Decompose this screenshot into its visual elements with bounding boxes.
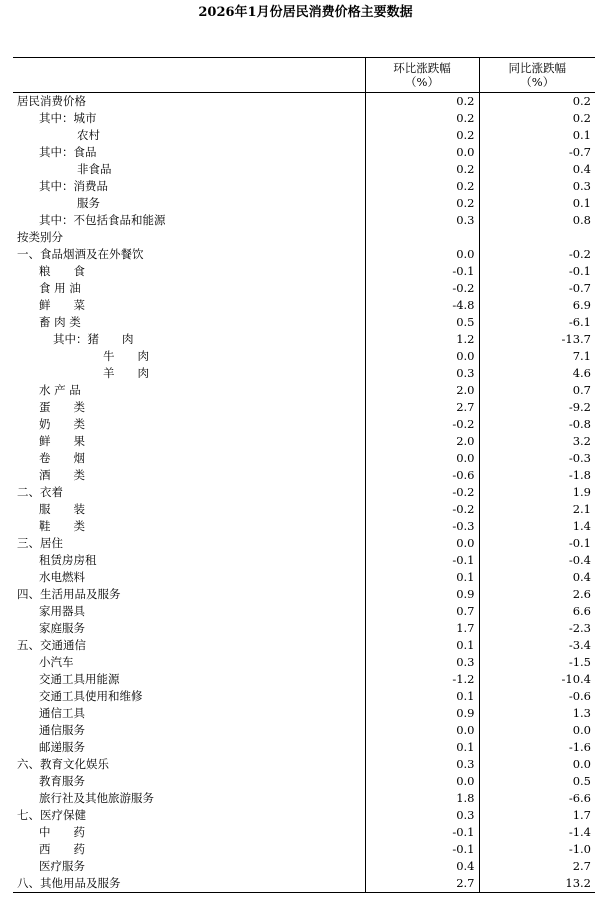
table-row [13,93,595,111]
row-label: 中 药 [39,825,85,839]
row-mom-value: 0.9 [365,586,479,603]
row-yoy-value: 0.2 [479,93,595,111]
row-yoy-value: -0.7 [479,280,595,297]
row-mom-value [365,229,479,246]
row-yoy-value: -1.4 [479,824,595,841]
row-label: 其中：猪 肉 [53,332,134,346]
row-label: 租赁房房租 [39,553,97,567]
row-yoy-value: 6.6 [479,603,595,620]
row-mom-value: -1.2 [365,671,479,688]
table-row [13,297,595,314]
table-row [13,671,595,688]
table-row [13,875,595,893]
row-mom-value: -0.2 [365,416,479,433]
row-yoy-value: -1.5 [479,654,595,671]
row-label: 其中：食品 [39,145,97,159]
row-mom-value: 0.5 [365,314,479,331]
row-mom-value: 1.8 [365,790,479,807]
row-label: 羊 肉 [103,366,149,380]
row-mom-value: 0.1 [365,637,479,654]
table-row [13,637,595,654]
table-row [13,433,595,450]
header-mom [365,58,479,93]
row-label: 居民消费价格 [17,94,86,108]
table-row [13,195,595,212]
row-yoy-value: -0.7 [479,144,595,161]
row-yoy-value: 0.3 [479,178,595,195]
table-row [13,705,595,722]
row-yoy-value: 4.6 [479,365,595,382]
row-mom-value: 0.3 [365,756,479,773]
row-mom-value: -0.2 [365,501,479,518]
row-label: 西 药 [39,842,85,856]
row-yoy-value: 1.4 [479,518,595,535]
table-row [13,314,595,331]
row-yoy-value: 2.7 [479,858,595,875]
row-yoy-value: 0.0 [479,722,595,739]
row-label: 邮递服务 [39,740,85,754]
row-mom-value: 0.0 [365,450,479,467]
row-yoy-value: -2.3 [479,620,595,637]
row-label: 通信工具 [39,706,85,720]
header-mom-label: 环比涨跌幅 [393,61,451,75]
row-mom-value: 0.0 [365,722,479,739]
table-row [13,280,595,297]
row-label: 二、衣着 [17,485,63,499]
row-mom-value: 0.1 [365,739,479,756]
row-yoy-value: -9.2 [479,399,595,416]
row-yoy-value: 0.4 [479,161,595,178]
row-label: 畜 肉 类 [39,315,81,329]
row-mom-value: -0.1 [365,263,479,280]
header-item [13,58,365,93]
row-mom-value: 2.0 [365,433,479,450]
table-row [13,739,595,756]
table-row [13,773,595,790]
row-mom-value: 0.2 [365,110,479,127]
row-label: 旅行社及其他旅游服务 [39,791,154,805]
row-mom-value: 0.2 [365,93,479,111]
row-mom-value: -0.6 [365,467,479,484]
table-row [13,212,595,229]
row-label: 八、其他用品及服务 [13,875,365,893]
row-yoy-value: 2.6 [479,586,595,603]
row-label: 六、教育文化娱乐 [17,757,109,771]
row-mom-value: -0.1 [365,824,479,841]
row-yoy-value: 13.2 [479,875,595,893]
row-yoy-value: -0.1 [479,535,595,552]
table-row [13,467,595,484]
row-label: 其中：消费品 [39,179,108,193]
table-row [13,858,595,875]
row-mom-value: 0.2 [365,195,479,212]
table-header-row [13,58,595,93]
row-label: 酒 类 [39,468,85,482]
row-yoy-value: 3.2 [479,433,595,450]
table-row [13,348,595,365]
row-label: 五、交通通信 [17,638,86,652]
table-row [13,365,595,382]
row-label: 医疗服务 [39,859,85,873]
header-yoy-label: 同比涨跌幅 [508,61,566,75]
table-body [13,93,595,893]
row-yoy-value: 0.1 [479,195,595,212]
row-mom-value: 2.0 [365,382,479,399]
table-row [13,569,595,586]
row-mom-value: -0.1 [365,841,479,858]
table-row [13,161,595,178]
row-mom-value: 0.2 [365,178,479,195]
table-row [13,841,595,858]
row-mom-value: 0.0 [365,348,479,365]
row-label: 三、居住 [17,536,63,550]
row-label: 鞋 类 [39,519,85,533]
row-yoy-value: -0.2 [479,246,595,263]
table-row [13,110,595,127]
row-label: 其中：不包括食品和能源 [39,213,166,227]
row-yoy-value: -1.0 [479,841,595,858]
table-row [13,824,595,841]
table-row [13,484,595,501]
row-mom-value: 0.2 [365,127,479,144]
page-title: 2026年1月份居民消费价格主要数据 [198,5,413,20]
row-yoy-value: -0.8 [479,416,595,433]
row-label: 农村 [77,128,100,142]
table-row [13,603,595,620]
header-yoy-unit: （%） [520,75,555,89]
row-mom-value: -0.1 [365,552,479,569]
row-yoy-value [479,229,595,246]
table-row [13,178,595,195]
row-mom-value: 2.7 [365,875,479,893]
row-mom-value: -0.2 [365,484,479,501]
row-mom-value: 0.4 [365,858,479,875]
header-mom-unit: （%） [405,75,439,89]
table-row [13,807,595,824]
row-mom-value: 0.3 [365,212,479,229]
row-label: 交通工具用能源 [39,672,120,686]
row-label: 通信服务 [39,723,85,737]
row-label: 一、食品烟酒及在外餐饮 [17,247,144,261]
row-yoy-value: 0.7 [479,382,595,399]
row-label: 水电燃料 [39,570,85,584]
row-yoy-value: 6.9 [479,297,595,314]
table-row [13,688,595,705]
row-yoy-value: 0.2 [479,110,595,127]
row-yoy-value: -1.8 [479,467,595,484]
row-label: 其中：城市 [39,111,97,125]
row-mom-value: 0.9 [365,705,479,722]
row-mom-value: 0.0 [365,773,479,790]
row-mom-value: 1.7 [365,620,479,637]
row-label: 食 用 油 [39,281,81,295]
table-row [13,586,595,603]
table-row [13,263,595,280]
row-yoy-value: -0.1 [479,263,595,280]
row-label: 牛 肉 [103,349,149,363]
row-yoy-value: -10.4 [479,671,595,688]
table-row [13,654,595,671]
table-row [13,246,595,263]
row-mom-value: 0.0 [365,535,479,552]
row-label: 卷 烟 [39,451,85,465]
table-row [13,331,595,348]
table-row [13,382,595,399]
row-label: 教育服务 [39,774,85,788]
row-yoy-value: -6.1 [479,314,595,331]
row-yoy-value: -13.7 [479,331,595,348]
row-label: 家庭服务 [39,621,85,635]
table-row [13,127,595,144]
row-label: 服 装 [39,502,85,516]
row-yoy-value: 1.7 [479,807,595,824]
row-mom-value: 0.0 [365,144,479,161]
row-yoy-value: -0.3 [479,450,595,467]
row-label: 鲜 菜 [39,298,85,312]
row-yoy-value: 2.1 [479,501,595,518]
row-yoy-value: -0.6 [479,688,595,705]
row-yoy-value: 1.9 [479,484,595,501]
row-label: 服务 [77,196,100,210]
row-mom-value: -0.3 [365,518,479,535]
row-label: 七、医疗保健 [17,808,86,822]
row-label: 小汽车 [39,655,74,669]
table-row [13,552,595,569]
row-yoy-value: 7.1 [479,348,595,365]
row-yoy-value: 0.4 [479,569,595,586]
row-label: 四、生活用品及服务 [17,587,121,601]
table-row [13,450,595,467]
table-row [13,620,595,637]
row-label: 鲜 果 [39,434,85,448]
row-yoy-value: -0.4 [479,552,595,569]
row-yoy-value: 1.3 [479,705,595,722]
row-mom-value: 0.3 [365,654,479,671]
row-label: 非食品 [77,162,112,176]
row-label: 按类别分 [17,230,63,244]
table-row [13,416,595,433]
row-label: 家用器具 [39,604,85,618]
row-mom-value: 2.7 [365,399,479,416]
row-yoy-value: -3.4 [479,637,595,654]
table-row [13,790,595,807]
header-yoy [479,58,595,93]
row-label: 蛋 类 [39,400,85,414]
row-yoy-value: -1.6 [479,739,595,756]
row-yoy-value: 0.8 [479,212,595,229]
row-mom-value: 0.3 [365,807,479,824]
table-row [13,399,595,416]
row-mom-value: 0.2 [365,161,479,178]
row-mom-value: -0.2 [365,280,479,297]
table-row [13,501,595,518]
row-yoy-value: 0.1 [479,127,595,144]
row-yoy-value: 0.5 [479,773,595,790]
row-mom-value: 0.0 [365,246,479,263]
row-label: 奶 类 [39,417,85,431]
row-label: 粮 食 [39,264,85,278]
table-row [13,144,595,161]
row-mom-value: -4.8 [365,297,479,314]
row-mom-value: 0.1 [365,688,479,705]
table-row [13,229,595,246]
row-yoy-value: 0.0 [479,756,595,773]
table-row [13,722,595,739]
row-label: 水 产 品 [39,383,81,397]
row-mom-value: 1.2 [365,331,479,348]
table-row [13,756,595,773]
table-row [13,535,595,552]
row-mom-value: 0.3 [365,365,479,382]
cpi-data-table [13,57,595,893]
table-row [13,518,595,535]
row-label: 交通工具使用和维修 [39,689,143,703]
row-mom-value: 0.7 [365,603,479,620]
row-mom-value: 0.1 [365,569,479,586]
row-yoy-value: -6.6 [479,790,595,807]
